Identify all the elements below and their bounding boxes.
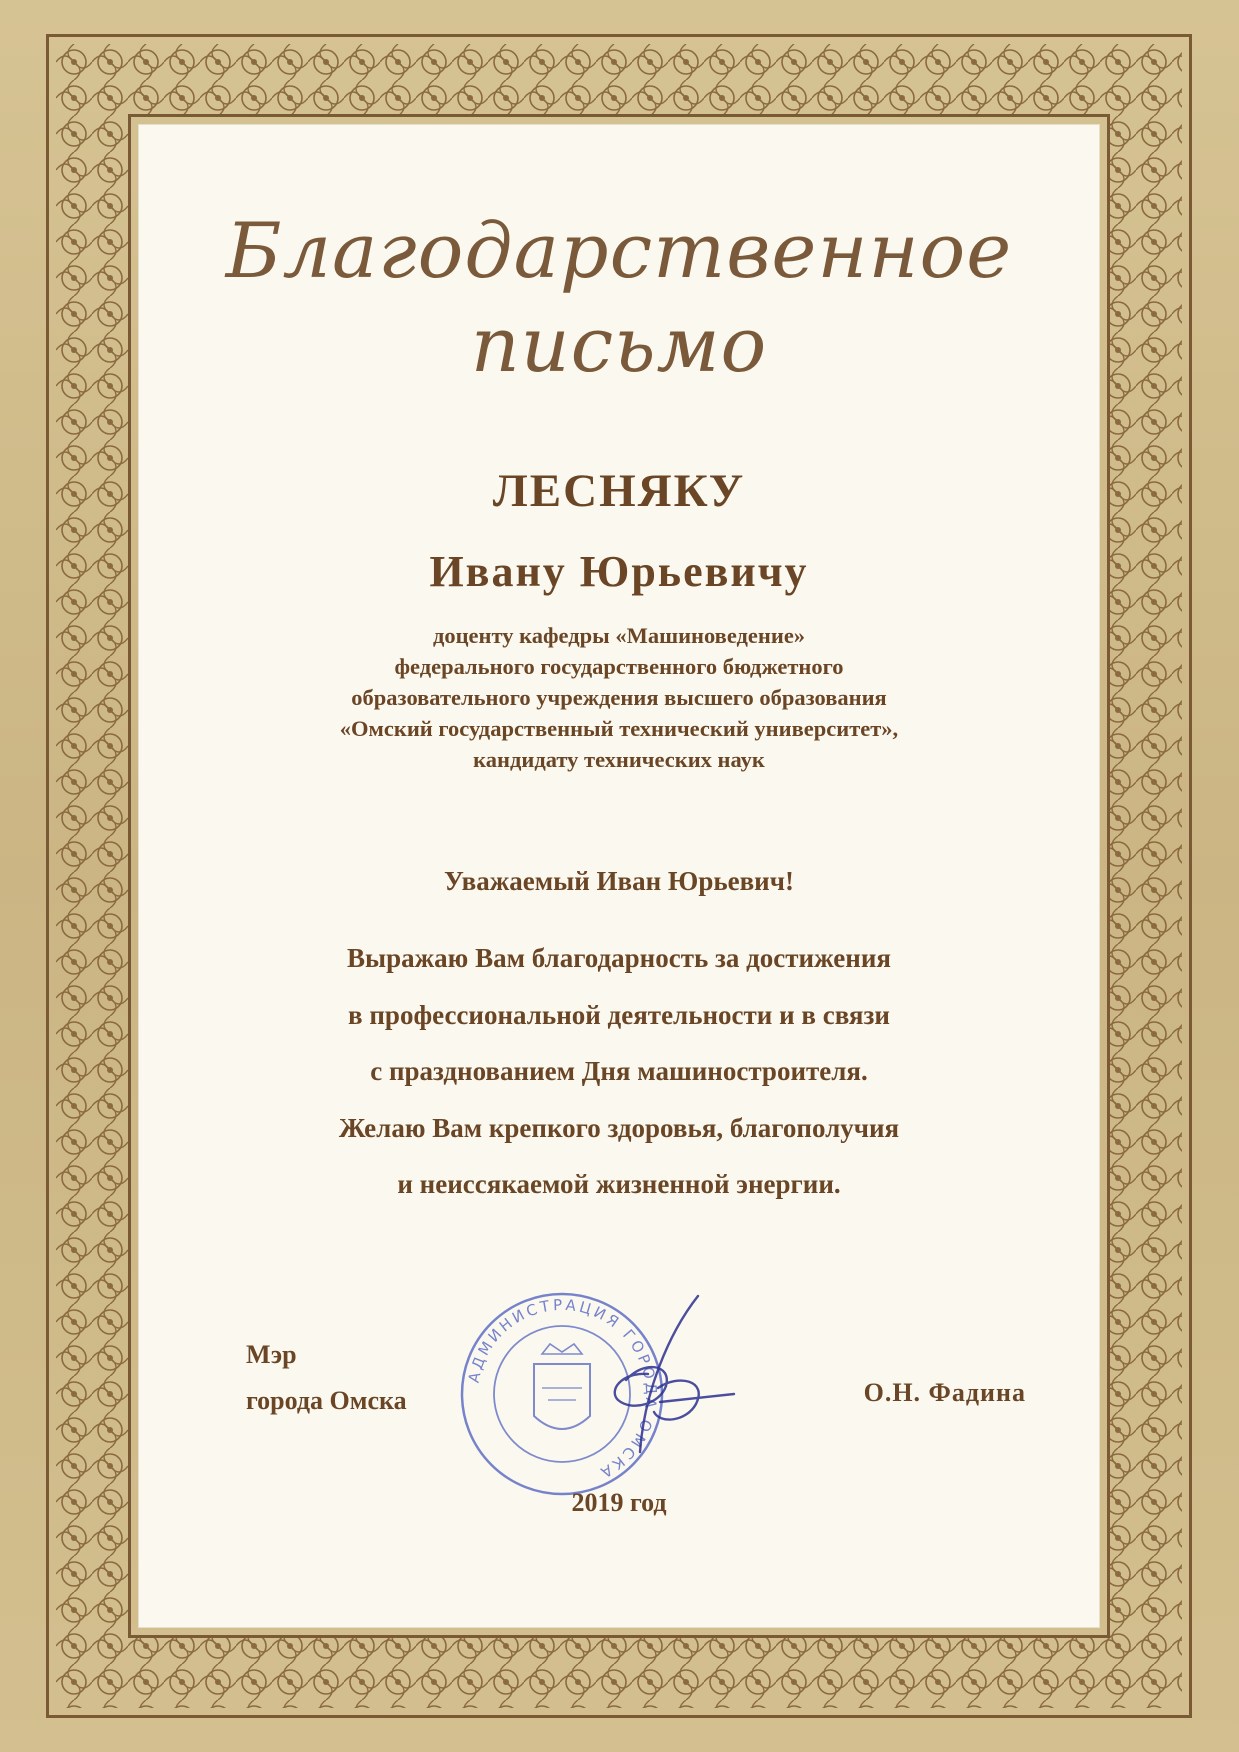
position-line: «Омский государственный технический университет»,	[339, 716, 899, 741]
signatory-name: О.Н. Фадина	[863, 1378, 1026, 1407]
certificate-title	[138, 204, 1100, 392]
signatory-title-line-1: Мэр	[246, 1340, 297, 1369]
handwritten-signature-icon	[548, 1284, 768, 1484]
body-line: с празднованием Дня машиностроителя.	[370, 1056, 868, 1086]
greeting: Уважаемый Иван Юрьевич!	[444, 866, 794, 896]
body-line: Выражаю Вам благодарность за достижения	[347, 943, 891, 973]
position-line: федерального государственного бюджетного	[394, 654, 844, 679]
seal-text: АДМИНИСТРАЦИЯ ГОРОДА ОМСКА	[464, 1295, 661, 1483]
title-line-2: письмо	[470, 300, 768, 389]
recipient-name: Ивану Юрьевичу	[429, 547, 809, 596]
title-line-1: Благодарственное	[225, 206, 1013, 295]
body-line: и неиссякаемой жизненной энергии.	[397, 1169, 841, 1199]
position-line: кандидату технических наук	[473, 747, 765, 772]
body-line: в профессиональной деятельности и в связи	[348, 999, 890, 1030]
body-line: Желаю Вам крепкого здоровья, благополучия	[338, 1112, 900, 1143]
certificate-paper	[138, 124, 1100, 1628]
signatory-title-line-2: города Омска	[246, 1386, 407, 1415]
recipient-position	[138, 620, 1100, 775]
letter-body	[138, 930, 1100, 1213]
position-line: образовательного учреждения высшего образования	[351, 685, 887, 710]
recipient-surname: ЛЕСНЯКУ	[492, 465, 746, 517]
position-line: доценту кафедры «Машиноведение»	[432, 623, 806, 648]
issue-year: 2019 год	[571, 1488, 667, 1517]
signature	[548, 1284, 768, 1484]
